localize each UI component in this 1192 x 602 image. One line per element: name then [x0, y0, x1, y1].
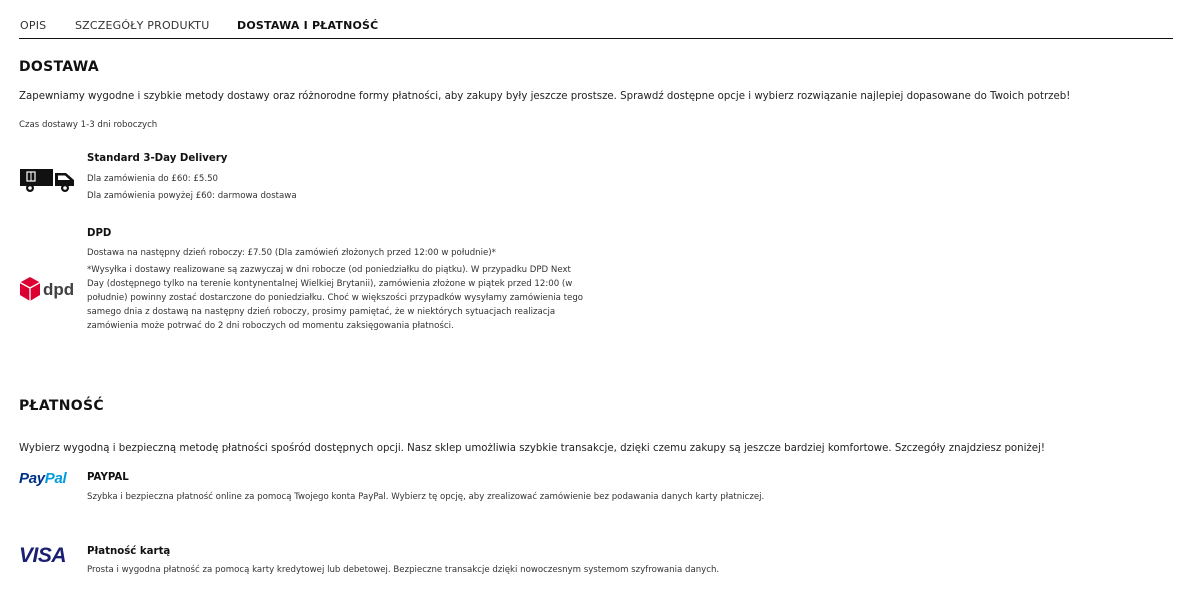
standard-delivery-price-under: Dla zamówienia do £60: £5.50 — [87, 174, 219, 184]
visa-logo-icon: VISA — [19, 544, 67, 567]
tab-szczegoly-produktu[interactable]: SZCZEGÓŁY PRODUKTU — [75, 19, 210, 32]
payment-heading: PŁATNOŚĆ — [19, 398, 104, 414]
product-tabs — [19, 0, 1173, 39]
paypal-logo-icon — [19, 470, 66, 487]
tab-dostawa-i-platnosc[interactable]: DOSTAWA I PŁATNOŚĆ — [237, 19, 379, 32]
dpd-price: Dostawa na następny dzień roboczy: £7.50 (Dla zamówień złożonych przed 12:00 w południe)* — [87, 248, 496, 258]
standard-delivery-price-over: Dla zamówienia powyżej £60: darmowa dostawa — [87, 191, 297, 201]
delivery-intro: Zapewniamy wygodne i szybkie metody dostawy oraz różnorodne formy płatności, aby zakupy były jeszcze prostsze. Sprawdź dostępne opcje i wybierz rozwiązanie najlepiej dopasowane do Twoich potrzeb! — [19, 91, 1071, 102]
delivery-time-note: Czas dostawy 1-3 dni roboczych — [19, 120, 158, 130]
delivery-heading: DOSTAWA — [19, 59, 100, 75]
dpd-logo-text: dpd — [43, 280, 75, 299]
card-payment-title: Płatność kartą — [87, 546, 171, 557]
payment-intro: Wybierz wygodną i bezpieczną metodę płatności spośród dostępnych opcji. Nasz sklep umożliwia szybkie transakcje, dzięki czemu zakupy są jeszcze bardziej komfortowe. Szczegóły znajdziesz poniżej! — [19, 443, 1045, 454]
card-payment-description: Prosta i wygodna płatność za pomocą karty kredytowej lub debetowej. Bezpieczne transakcje dzięki nowoczesnym systemom szyfrowania danych. — [87, 565, 720, 575]
paypal-description: Szybka i bezpieczna płatność online za pomocą Twojego konta PayPal. Wybierz tę opcję, aby zrealizować zamówienie bez podawania danych karty płatniczej. — [87, 492, 765, 502]
paypal-logo-pay: Pay — [19, 470, 45, 487]
dpd-logo-icon — [19, 276, 77, 302]
dpd-title: DPD — [87, 228, 112, 239]
dpd-note: *Wysyłka i dostawy realizowane są zazwyczaj w dni robocze (od poniedziałku do piątku). W przypadku DPD Next Day (dostępnego tylko na terenie kontynentalnej Wielkiej Brytanii), zamówienia złożone w piątek przed 12:00 (w południe) powinny zostać dostarczone do poniedziałku. Choć w większości przypadków wysyłamy zamówienia tego samego dnia z dostawą na następny dzień roboczy, prosimy pamiętać, że w niektórych sytuacjach realizacja zamówienia może potrwać do 2 dni roboczych od momentu zaksięgowania płatności. — [87, 265, 584, 331]
tab-opis[interactable]: OPIS — [20, 19, 47, 32]
paypal-logo-pal: Pal — [44, 470, 67, 487]
standard-delivery-title: Standard 3-Day Delivery — [87, 153, 228, 164]
truck-icon — [19, 167, 77, 193]
paypal-title: PAYPAL — [87, 472, 129, 483]
